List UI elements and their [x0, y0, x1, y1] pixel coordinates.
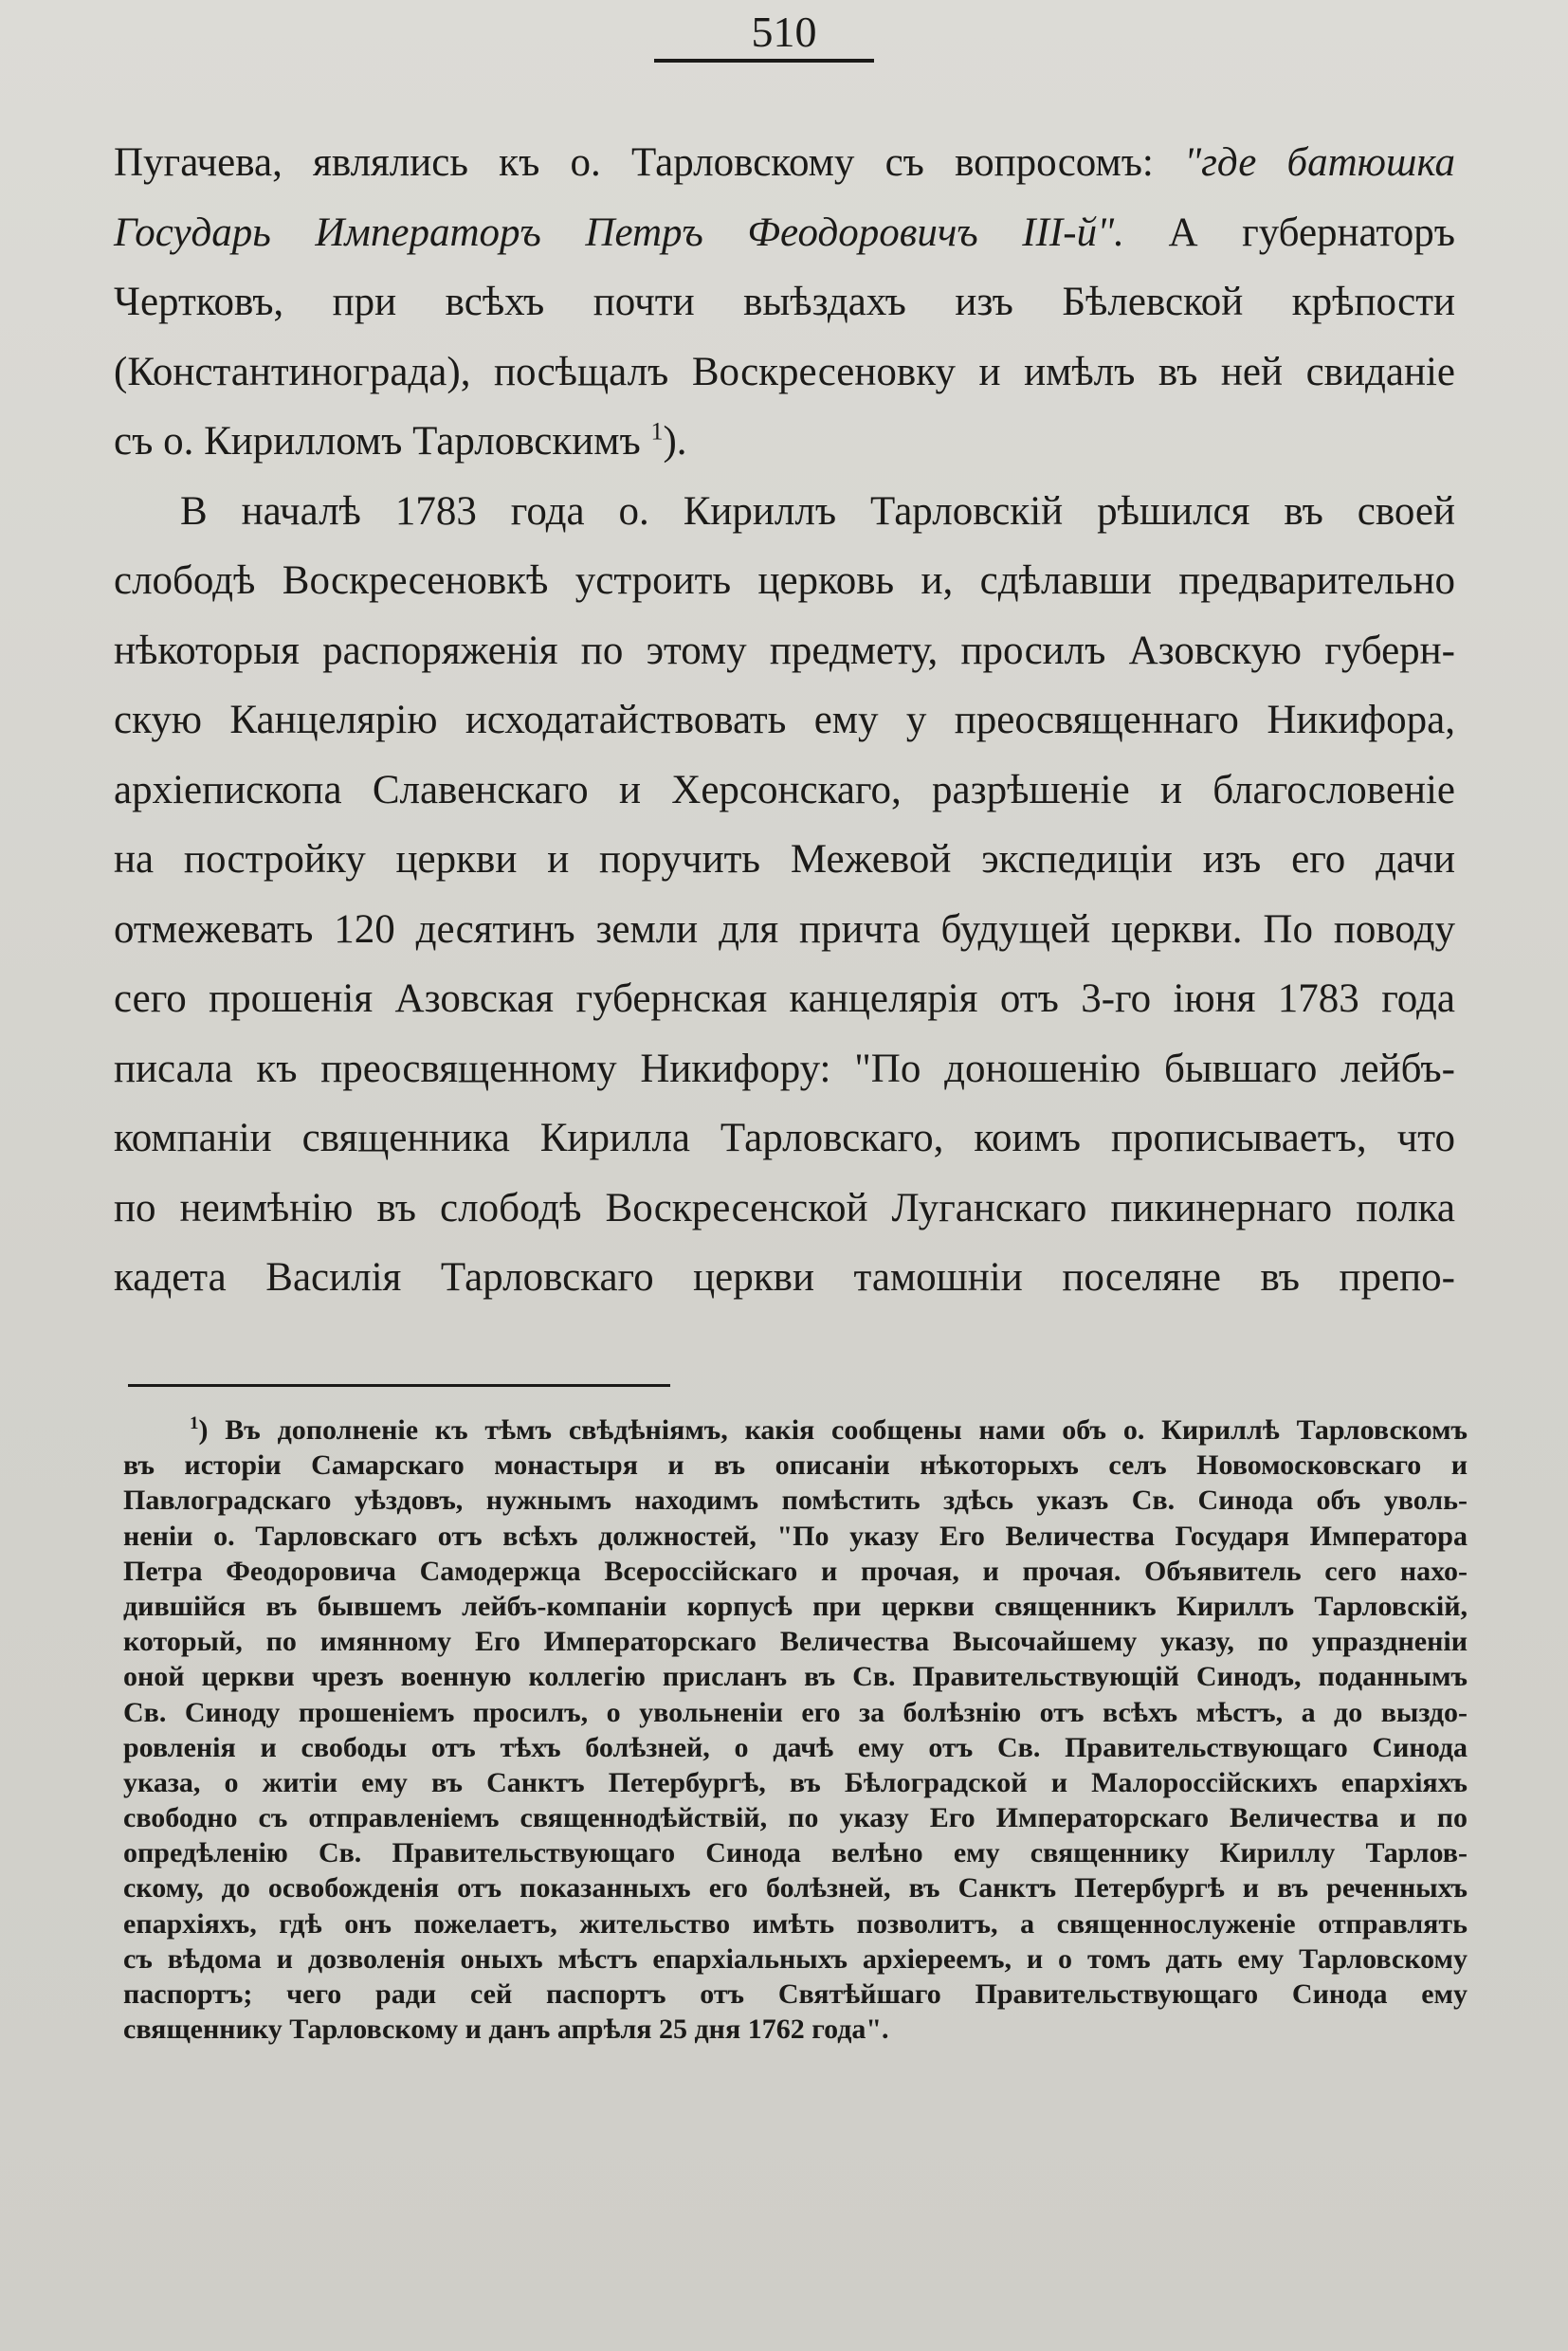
footnote-line: скому, до освобожденія отъ показанныхъ его болѣзней, въ Санктъ Петербургѣ и въ реченныхъ	[123, 1872, 1468, 1904]
footnote-line: неніи о. Тарловскаго отъ всѣхъ должностей, "По указу Его Величества Государя Императора	[123, 1520, 1468, 1552]
italic-quote: "где батюшка	[1184, 140, 1456, 185]
footnote-line: въ исторіи Самарскаго монастыря и въ описаніи нѣкоторыхъ селъ Новомосковскаго и	[123, 1449, 1468, 1482]
footnote-line: епархіяхъ, гдѣ онъ пожелаетъ, жительство имѣть позволитъ, а священнослуженіе отправлять	[123, 1907, 1468, 1940]
text-run: ) Въ дополненіе къ тѣмъ свѣдѣніямъ, какія сообщены нами объ о. Кириллѣ Тарловскомъ	[198, 1414, 1468, 1446]
text-line: писала къ преосвященному Никифору: "По доношенію бывшаго лейбъ-	[114, 1046, 1455, 1091]
text-run: съ о. Кирилломъ Тарловскимъ	[114, 419, 651, 464]
text-line: (Константинограда), посѣщалъ Воскресеновку и имѣлъ въ ней свиданіе	[114, 349, 1455, 394]
footnote-line: священнику Тарловскому и данъ апрѣля 25 дня 1762 года".	[123, 2014, 889, 2046]
footnote-line: Петра Феодоровича Самодержца Всероссійскаго и прочая, и прочая. Объявитель сего нахо-	[123, 1555, 1468, 1587]
italic-quote: Государь Императоръ Петръ Феодоровичъ III-й".	[114, 210, 1124, 255]
footnote-line: который, по имянному Его Императорскаго Величества Высочайшему указу, по упраздненіи	[123, 1626, 1468, 1658]
text-line: архіепископа Славенскаго и Херсонскаго, разрѣшеніе и благословеніе	[114, 767, 1455, 812]
text-line	[114, 407, 1455, 477]
text-run: ).	[663, 419, 687, 464]
text-line: В началѣ 1783 года о. Кириллъ Тарловскій рѣшился въ своей	[180, 488, 1455, 534]
footnote-marker: 1	[190, 1413, 199, 1433]
text-line: кадета Василія Тарловскаго церкви тамошніи поселяне въ препо-	[114, 1255, 1455, 1300]
footnote-line: Св. Синоду прошеніемъ просилъ, о увольненіи его за болѣзнію отъ всѣхъ мѣстъ, а до выздо-	[123, 1696, 1468, 1728]
text-line: сего прошенія Азовская губернская канцелярія отъ 3-го іюня 1783 года	[114, 976, 1455, 1021]
text-line: отмежевать 120 десятинъ земли для причта будущей церкви. По поводу	[114, 906, 1455, 952]
footnote-line: съ вѣдома и дозволенія оныхъ мѣстъ епархіальныхъ архіереемъ, и о томъ дать ему Тарловскому	[123, 1942, 1468, 1975]
text-line: Чертковъ, при всѣхъ почти выѣздахъ изъ Бѣлевской крѣпости	[114, 280, 1455, 324]
footnote-line: свободно съ отправленіемъ священнодѣйствій, по указу Его Императорскаго Величества и по	[123, 1802, 1468, 1834]
text-line	[114, 128, 1455, 198]
footnote	[123, 1412, 1468, 2047]
text-line: слободѣ Воскресеновкѣ устроить церковь и, сдѣлавши предварительно	[114, 558, 1455, 603]
text-line: по неимѣнію въ слободѣ Воскресенской Луганскаго пикинернаго полка	[114, 1185, 1455, 1230]
page-number-rule	[654, 59, 874, 63]
text-line	[114, 198, 1455, 268]
footnote-line: паспортъ; чего ради сей паспортъ отъ Святѣйшаго Правительствующаго Синода ему	[123, 1978, 1468, 2010]
text-line: нѣкоторыя распоряженія по этому предмету, просилъ Азовскую губерн-	[114, 628, 1455, 673]
footnote-line	[123, 1412, 1468, 1448]
footnote-divider	[128, 1384, 670, 1387]
footnote-line: опредѣленію Св. Правительствующаго Синода велѣно ему священнику Кириллу Тарлов-	[123, 1837, 1468, 1869]
page-number: 510	[751, 8, 817, 56]
footnote-line: указа, о житіи ему въ Санктъ Петербургѣ, въ Бѣлоградской и Малороссійскихъ епархіяхъ	[123, 1766, 1468, 1798]
text-run: Пугачева, являлись къ о. Тарловскому съ вопросомъ:	[114, 140, 1185, 185]
footnote-reference: 1	[650, 417, 664, 446]
text-line: компаніи священника Кирилла Тарловскаго, коимъ прописываетъ, что	[114, 1116, 1455, 1160]
main-text	[114, 128, 1455, 1313]
text-run: А губернаторъ	[1123, 210, 1455, 255]
footnote-line: Павлоградскаго уѣздовъ, нужнымъ находимъ помѣстить здѣсь указъ Св. Синода объ уволь-	[123, 1485, 1468, 1517]
footnote-line: дившійся въ бывшемъ лейбъ-компаніи корпусѣ при церкви священникъ Кириллъ Тарловскій,	[123, 1590, 1468, 1622]
footnote-line: оной церкви чрезъ военную коллегію присланъ въ Св. Правительствующій Синодъ, поданнымъ	[123, 1661, 1468, 1693]
footnote-line: ровленія и свободы отъ тѣхъ болѣзней, о дачѣ ему отъ Св. Правительствующаго Синода	[123, 1731, 1468, 1763]
text-line: скую Канцелярію исходатайствовать ему у преосвященнаго Никифора,	[114, 698, 1455, 742]
text-line: на постройку церкви и поручить Межевой экспедиціи изъ его дачи	[114, 837, 1455, 882]
